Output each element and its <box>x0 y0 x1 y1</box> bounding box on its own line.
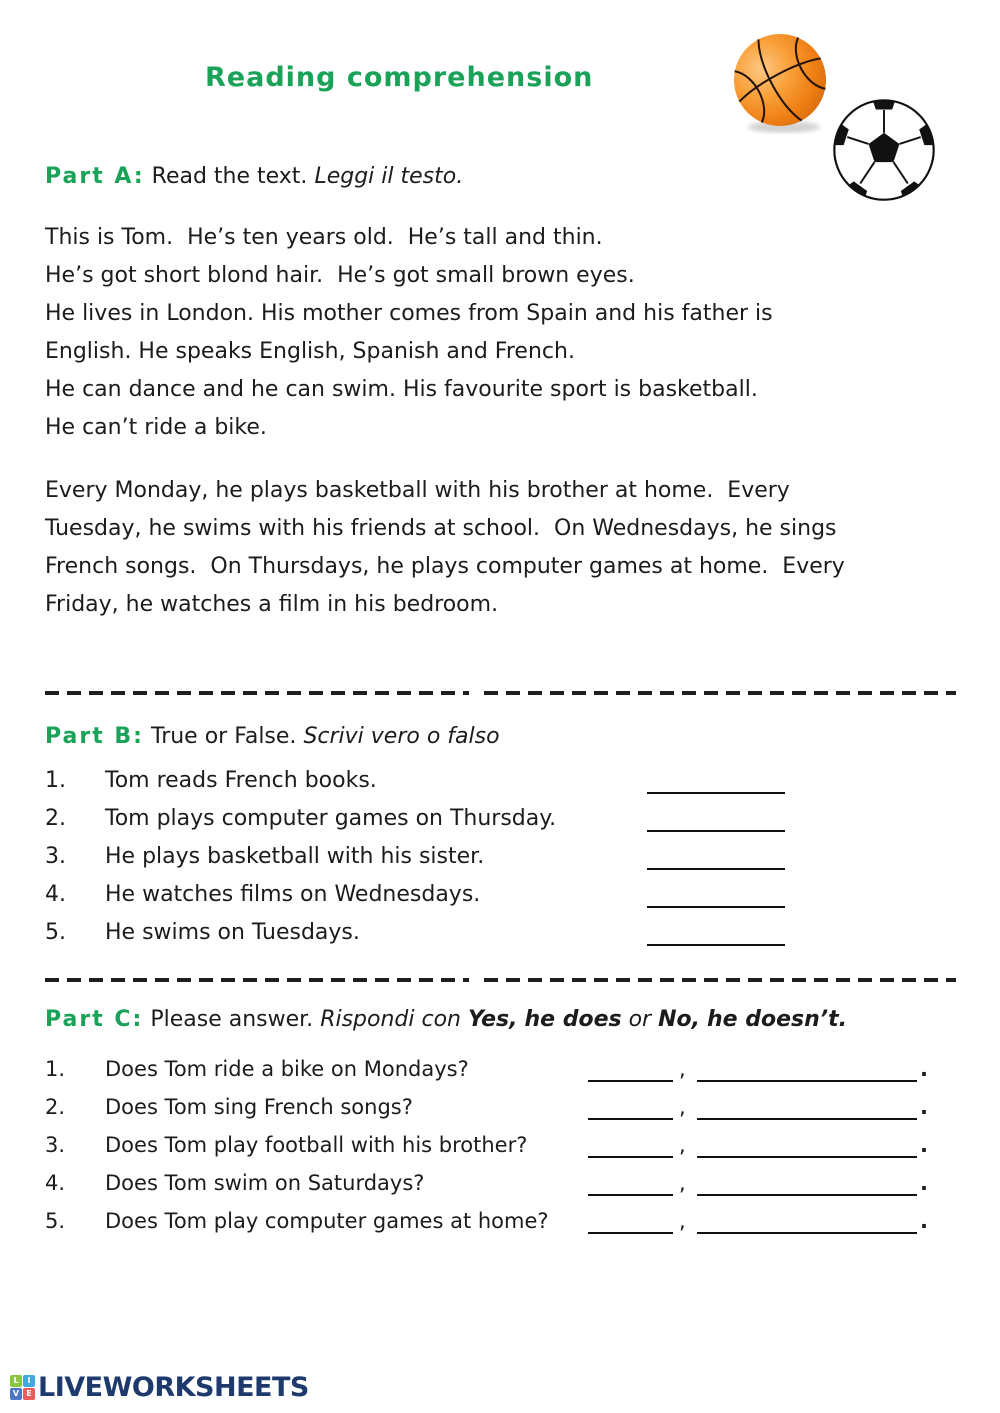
open-answer-row <box>45 1050 956 1088</box>
answer-blank-short[interactable] <box>588 1080 673 1082</box>
question-number: 2. <box>45 1095 66 1119</box>
passage-line: He can dance and he can swim. His favourite sport is basketball. <box>45 377 758 402</box>
period-mark: . <box>920 1057 928 1081</box>
liveworksheets-logo[interactable] <box>10 1372 309 1403</box>
logo-block-v: V <box>10 1388 22 1400</box>
answer-blank-long[interactable] <box>697 1232 917 1234</box>
question-text: Does Tom ride a bike on Mondays? <box>105 1057 469 1081</box>
answer-blank-short[interactable] <box>588 1156 673 1158</box>
question-text: Tom plays computer games on Thursday. <box>105 806 557 831</box>
question-number: 3. <box>45 1133 66 1157</box>
question-number: 4. <box>45 882 66 907</box>
answer-blank-short[interactable] <box>588 1194 673 1196</box>
divider-segment <box>484 691 956 695</box>
passage-line: He can’t ride a bike. <box>45 415 267 440</box>
answer-option-yes: Yes, <box>468 1007 518 1032</box>
reading-passage-paragraph-1 <box>45 219 773 447</box>
part-a-instruction-italian: Leggi il testo. <box>314 164 464 189</box>
period-mark: . <box>920 1209 928 1233</box>
logo-block-l: L <box>10 1375 22 1387</box>
question-number: 1. <box>45 1057 66 1081</box>
open-answer-row <box>45 1126 956 1164</box>
answer-blank-short[interactable] <box>588 1118 673 1120</box>
part-b-label: Part B: <box>45 724 144 749</box>
true-false-row <box>45 914 956 952</box>
part-b-instruction: True or False. <box>150 724 297 749</box>
part-a-instruction: Read the text. <box>151 164 308 189</box>
question-text: Does Tom play computer games at home? <box>105 1209 549 1233</box>
question-text: Tom reads French books. <box>105 768 377 793</box>
passage-line: Tuesday, he swims with his friends at school. On Wednesdays, he sings <box>45 516 837 541</box>
question-text: He watches films on Wednesdays. <box>105 882 481 907</box>
part-a-header <box>45 164 463 189</box>
question-number: 3. <box>45 844 66 869</box>
answer-blank-long[interactable] <box>697 1080 917 1082</box>
question-number: 4. <box>45 1171 66 1195</box>
true-false-row <box>45 762 956 800</box>
comma-separator: , <box>679 1171 686 1195</box>
passage-line: He’s got short blond hair. He’s got small brown eyes. <box>45 263 635 288</box>
divider-gap <box>469 691 484 696</box>
comma-separator: , <box>679 1209 686 1233</box>
part-b-header <box>45 724 500 749</box>
dashed-divider <box>45 978 956 983</box>
answer-option-he-doesnt: he doesn’t. <box>707 1007 848 1032</box>
question-number: 5. <box>45 1209 66 1233</box>
part-a-label: Part A: <box>45 164 145 189</box>
answer-blank[interactable] <box>647 830 785 832</box>
logo-block-i: I <box>23 1375 35 1387</box>
reading-passage-paragraph-2 <box>45 472 845 624</box>
part-b-instruction-italian: Scrivi vero o falso <box>303 724 500 749</box>
answer-blank-long[interactable] <box>697 1118 917 1120</box>
question-number: 1. <box>45 768 66 793</box>
basketball-icon <box>728 30 832 134</box>
passage-line: Friday, he watches a film in his bedroom. <box>45 592 499 617</box>
answer-blank-short[interactable] <box>588 1232 673 1234</box>
passage-line: He lives in London. His mother comes from Spain and his father is <box>45 301 773 326</box>
divider-segment <box>45 978 469 982</box>
open-answer-row <box>45 1202 956 1240</box>
period-mark: . <box>920 1171 928 1195</box>
soccer-ball-icon <box>830 96 938 204</box>
logo-block-e: E <box>23 1388 35 1400</box>
comma-separator: , <box>679 1095 686 1119</box>
live-blocks-icon <box>10 1375 35 1400</box>
open-answer-row <box>45 1088 956 1126</box>
question-text: He swims on Tuesdays. <box>105 920 360 945</box>
part-c-questions <box>45 1050 956 1240</box>
part-c-label: Part C: <box>45 1007 144 1032</box>
answer-blank-long[interactable] <box>697 1194 917 1196</box>
answer-blank-long[interactable] <box>697 1156 917 1158</box>
question-text: He plays basketball with his sister. <box>105 844 485 869</box>
passage-line: Every Monday, he plays basketball with his brother at home. Every <box>45 478 790 503</box>
page-title: Reading comprehension <box>205 62 594 93</box>
dashed-divider <box>45 691 956 696</box>
question-text: Does Tom sing French songs? <box>105 1095 413 1119</box>
or-text: or <box>628 1007 652 1032</box>
question-text: Does Tom play football with his brother? <box>105 1133 528 1157</box>
answer-option-he-does: he does <box>524 1007 622 1032</box>
true-false-row <box>45 876 956 914</box>
passage-line: This is Tom. He’s ten years old. He’s tall and thin. <box>45 225 603 250</box>
logo-wordmark: LIVEWORKSHEETS <box>38 1372 309 1403</box>
open-answer-row <box>45 1164 956 1202</box>
comma-separator: , <box>679 1133 686 1157</box>
divider-segment <box>484 978 956 982</box>
period-mark: . <box>920 1095 928 1119</box>
true-false-row <box>45 800 956 838</box>
divider-gap <box>469 978 484 983</box>
answer-option-no: No, <box>658 1007 700 1032</box>
answer-blank[interactable] <box>647 792 785 794</box>
period-mark: . <box>920 1133 928 1157</box>
true-false-row <box>45 838 956 876</box>
divider-segment <box>45 691 469 695</box>
comma-separator: , <box>679 1057 686 1081</box>
answer-blank[interactable] <box>647 906 785 908</box>
part-b-questions <box>45 762 956 952</box>
question-number: 5. <box>45 920 66 945</box>
answer-blank[interactable] <box>647 868 785 870</box>
part-c-header <box>45 1007 847 1032</box>
answer-blank[interactable] <box>647 944 785 946</box>
part-c-instruction-italian: Rispondi con <box>320 1007 461 1032</box>
question-number: 2. <box>45 806 66 831</box>
part-c-instruction: Please answer. <box>150 1007 314 1032</box>
passage-line: French songs. On Thursdays, he plays computer games at home. Every <box>45 554 845 579</box>
question-text: Does Tom swim on Saturdays? <box>105 1171 425 1195</box>
passage-line: English. He speaks English, Spanish and French. <box>45 339 575 364</box>
